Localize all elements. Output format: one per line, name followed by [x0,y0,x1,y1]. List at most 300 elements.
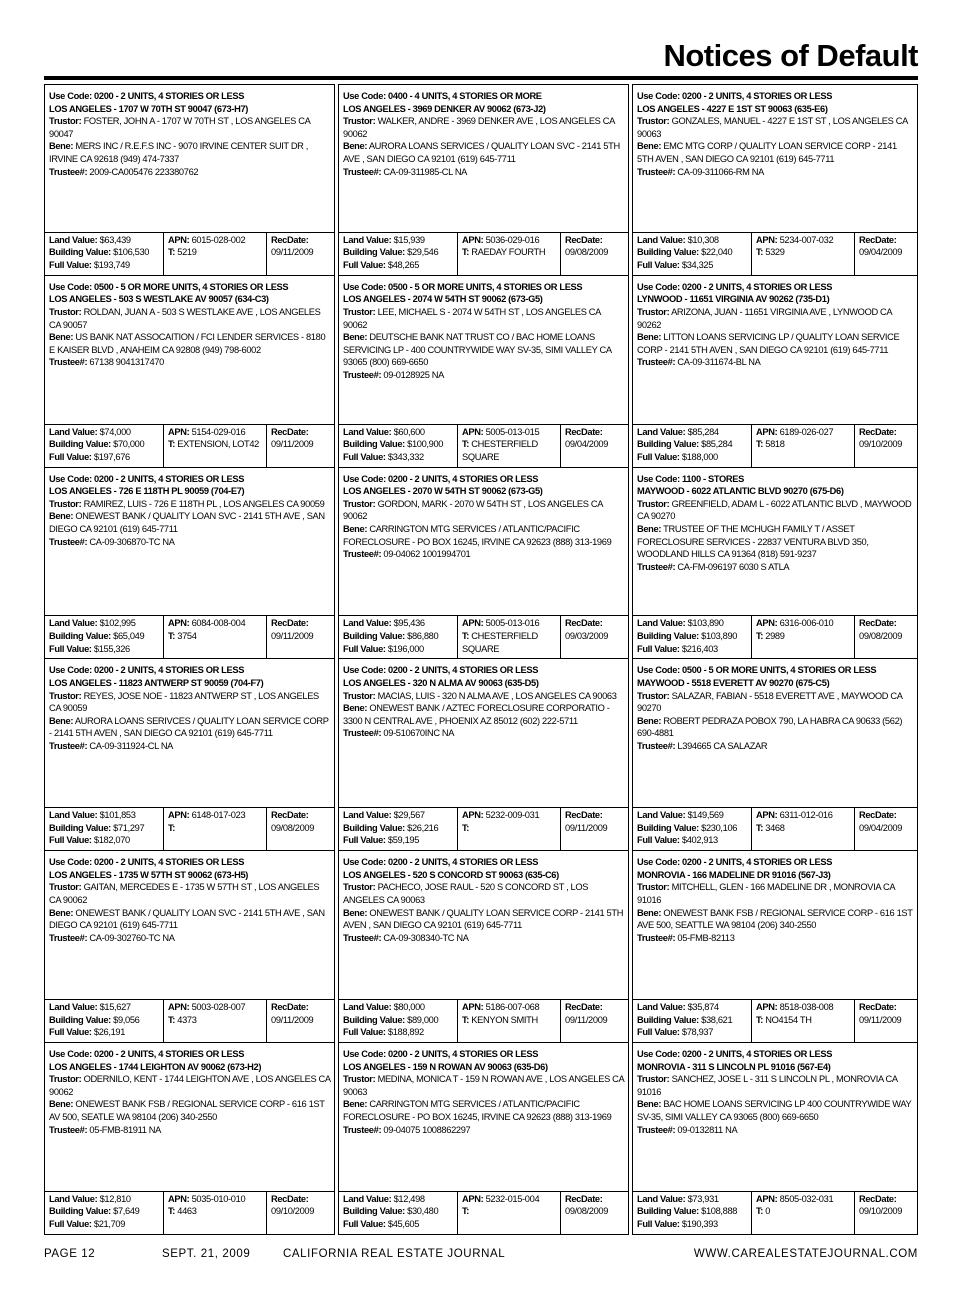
apn-label: APN: [168,426,190,437]
full-value-label: Full Value: [637,1218,680,1229]
full-value: $45,605 [387,1218,420,1229]
trustee-value: CA-09-311066-RM NA [677,166,764,177]
notice-values [45,232,334,275]
trustee-value: 09-510670INC NA [383,728,455,739]
apn-value: 5005-013-015 [485,426,540,437]
trustor-value: RAMIREZ, LUIS - 726 E 118TH PL , LOS ANGELES CA 90059 [83,498,325,509]
bene-label: Bene: [637,523,662,534]
use-code: Use Code: 0200 - 2 UNITS, 4 STORIES OR LESS [343,665,539,676]
bene-label: Bene: [343,332,368,343]
land-value: $80,000 [393,1001,425,1012]
bene-value: ONEWEST BANK FSB / REGIONAL SERVICE CORP - 616 1ST AV 500, SEATLE WA 98104 (206) 340-2550 [49,1099,325,1122]
trustor-value: SALAZAR, FABIAN - 5518 EVERETT AVE , MAYWOOD CA 90270 [637,690,903,714]
property-address: LOS ANGELES - 2074 W 54TH ST 90062 (673-G5) [343,294,543,305]
recdate-column [266,808,334,850]
notice-card [632,276,918,468]
apn-column [163,425,266,467]
recdate-value: 09/03/2009 [565,630,609,641]
land-value: $35,874 [687,1001,719,1012]
notice-card [44,276,335,468]
notice-values [633,1191,917,1234]
use-code: Use Code: 0500 - 5 OR MORE UNITS, 4 STORIES OR LESS [49,281,289,292]
full-value: $193,749 [93,259,130,270]
trustee-label: Trustee#: [637,561,676,572]
trustor-value: ROLDAN, JUAN A - 503 S WESTLAKE AVE , LOS ANGELES CA 90057 [49,306,321,330]
trustor-label: Trustor: [49,882,82,893]
apn-label: APN: [756,1193,778,1204]
recdate-label: RecDate: [859,426,897,437]
recdate-column [266,1192,334,1234]
recdate-value: 09/10/2009 [859,1206,903,1217]
tract-label: T: [756,247,764,258]
land-value: $101,853 [99,810,136,821]
use-code: Use Code: 0200 - 2 UNITS, 4 STORIES OR LESS [637,281,833,292]
tract-value: RAEDAY FOURTH [471,247,546,258]
apn-column [751,233,854,275]
apn-label: APN: [756,426,778,437]
notice-card [632,84,918,276]
recdate-label: RecDate: [565,1193,603,1204]
notice-values [45,1191,334,1234]
full-value-label: Full Value: [49,835,92,846]
trustor-label: Trustor: [343,116,376,127]
building-value: $71,297 [113,822,145,833]
notice-values [633,615,917,658]
recdate-column [560,1000,628,1042]
apn-label: APN: [462,234,484,245]
land-value-label: Land Value: [343,810,392,821]
notice-values [45,615,334,658]
apn-value: 5186-007-068 [485,1001,540,1012]
notice-card [632,851,918,1043]
apn-column [457,1000,560,1042]
use-code: Use Code: 0200 - 2 UNITS, 4 STORIES OR LESS [49,857,245,868]
trustor-label: Trustor: [637,116,670,127]
apn-column [163,233,266,275]
tract-label: T: [462,247,470,258]
recdate-value: 09/11/2009 [565,822,608,833]
full-value-label: Full Value: [49,451,92,462]
bene-label: Bene: [343,1099,368,1110]
bene-value: LITTON LOANS SERVICING LP / QUALITY LOAN SERVICE CORP - 2141 5TH AVEN , SAN DIEGO CA 92101 (619) 645-7711 [637,332,900,355]
notice-details [637,90,914,178]
apn-column [163,616,266,658]
recdate-column [560,616,628,658]
land-value-label: Land Value: [637,1001,686,1012]
full-value-label: Full Value: [637,451,680,462]
apn-label: APN: [462,618,484,629]
land-value: $15,939 [393,234,425,245]
notice-card [44,1043,335,1235]
full-value: $197,676 [93,451,130,462]
notice-details [49,664,331,752]
trustor-label: Trustor: [637,690,670,701]
bene-label: Bene: [343,141,368,152]
land-value-label: Land Value: [637,810,686,821]
notice-details [343,856,625,944]
full-value-label: Full Value: [343,1027,386,1038]
tract-value: 5219 [177,247,197,258]
recdate-label: RecDate: [859,810,897,821]
apn-label: APN: [168,1001,190,1012]
value-column [633,1192,751,1234]
property-address: LOS ANGELES - 1707 W 70TH ST 90047 (673-H7) [49,103,249,114]
full-value: $48,265 [387,259,420,270]
building-value: $26,216 [407,822,439,833]
recdate-label: RecDate: [565,234,603,245]
trustor-label: Trustor: [343,306,376,317]
recdate-value: 09/11/2009 [271,1014,314,1025]
recdate-label: RecDate: [565,810,603,821]
trustee-value: 09-04062 1001994701 [383,549,471,560]
bene-label: Bene: [637,715,662,726]
recdate-value: 09/08/2009 [271,822,315,833]
notice-details [343,281,625,382]
use-code: Use Code: 1100 - STORES [637,473,744,484]
apn-column [457,616,560,658]
building-value-label: Building Value: [637,439,699,450]
value-column [633,1000,751,1042]
apn-column [457,808,560,850]
notice-details [49,281,331,369]
property-address: MONROVIA - 311 S LINCOLN PL 91016 (567-E4) [637,1061,831,1072]
apn-column [457,233,560,275]
full-value-label: Full Value: [49,1218,92,1229]
building-value: $103,890 [701,630,738,641]
building-value-label: Building Value: [49,247,111,258]
trustee-value: CA-09-306870-TC NA [89,536,175,547]
recdate-column [560,233,628,275]
use-code: Use Code: 0200 - 2 UNITS, 4 STORIES OR LESS [637,91,833,101]
apn-value: 8518-038-008 [779,1001,834,1012]
tract-label: T: [462,630,470,641]
trustor-label: Trustor: [49,116,82,127]
recdate-label: RecDate: [565,1001,603,1012]
apn-value: 5234-007-032 [779,234,834,245]
full-value-label: Full Value: [49,643,92,654]
property-address: LOS ANGELES - 1744 LEIGHTON AV 90062 (673-H2) [49,1061,262,1072]
recdate-column [266,616,334,658]
apn-label: APN: [756,618,778,629]
bene-value: ONEWEST BANK / AZTEC FORECLOSURE CORPORATIO - 3300 N CENTRAL AVE , PHOENIX AZ 85012 (602) 222-5711 [343,703,610,726]
full-value-label: Full Value: [343,835,386,846]
value-column [633,808,751,850]
footer-date: SEPT. 21, 2009 [162,1248,251,1260]
building-value: $230,106 [701,822,738,833]
apn-value: 5154-029-016 [191,426,246,437]
building-value-label: Building Value: [343,439,405,450]
land-value-label: Land Value: [343,234,392,245]
trustor-value: GAITAN, MERCEDES E - 1735 W 57TH ST , LOS ANGELES CA 90062 [49,882,320,905]
bene-value: ROBERT PEDRAZA POBOX 790, LA HABRA CA 90633 (562) 690-4881 [637,715,903,739]
trustee-label: Trustee#: [49,536,88,547]
apn-value: 6015-028-002 [191,234,246,245]
trustor-label: Trustor: [343,498,376,509]
land-value-label: Land Value: [343,1001,392,1012]
trustee-value: CA-FM-096197 6030 S ATLA [677,561,790,572]
property-address: LOS ANGELES - 4227 E 1ST ST 90063 (635-E6) [637,103,828,114]
recdate-label: RecDate: [859,1193,897,1204]
bene-value: US BANK NAT ASSOCAITION / FCI LENDER SERVICES - 8180 E KAISER BLVD , ANAHEIM CA 92808 (949) 798-6002 [49,332,326,355]
recdate-value: 09/10/2009 [271,1206,315,1217]
full-value-label: Full Value: [49,259,92,270]
building-value: $106,530 [113,247,150,258]
apn-column [163,808,266,850]
trustee-label: Trustee#: [343,369,382,380]
apn-label: APN: [462,810,484,821]
notice-details [343,473,625,561]
trustor-label: Trustor: [49,1074,82,1085]
recdate-column [266,233,334,275]
property-address: MAYWOOD - 6022 ATLANTIC BLVD 90270 (675-D6) [637,486,844,497]
tract-label: T: [756,1206,764,1217]
notice-card [632,468,918,660]
recdate-value: 09/04/2009 [565,439,609,450]
bene-value: AURORA LOANS SERVICES / QUALITY LOAN SVC - 2141 5TH AVE , SAN DIEGO CA 92101 (619) 645-7711 [343,141,620,164]
trustor-value: ODERNILO, KENT - 1744 LEIGHTON AVE , LOS ANGELES CA 90062 [49,1074,331,1097]
land-value: $12,498 [393,1193,425,1204]
trustor-value: MACIAS, LUIS - 320 N ALMA AVE , LOS ANGELES CA 90063 [377,690,617,701]
land-value-label: Land Value: [343,426,392,437]
building-value: $7,649 [113,1206,140,1217]
bene-label: Bene: [637,332,662,343]
recdate-label: RecDate: [859,1001,897,1012]
land-value: $102,995 [99,618,136,629]
value-column [339,1000,457,1042]
notice-values [633,424,917,467]
land-value: $95,436 [393,618,425,629]
notice-card [632,1043,918,1235]
bene-label: Bene: [49,1099,74,1110]
full-value-label: Full Value: [637,259,680,270]
use-code: Use Code: 0400 - 4 UNITS, 4 STORIES OR MORE [343,91,542,101]
apn-column [751,1192,854,1234]
trustee-value: CA-09-311924-CL NA [89,740,174,751]
recdate-column [560,808,628,850]
recdate-column [854,233,917,275]
trustor-label: Trustor: [637,306,670,317]
building-value-label: Building Value: [343,1014,405,1025]
building-value-label: Building Value: [343,1206,405,1217]
notice-values [633,999,917,1042]
tract-label: T: [756,439,764,450]
full-value: $196,000 [387,643,424,654]
recdate-column [854,616,917,658]
trustee-value: CA-09-311985-CL NA [383,166,468,177]
property-address: LOS ANGELES - 1735 W 57TH ST 90062 (673-H5) [49,869,249,880]
value-column [339,616,457,658]
building-value: $100,900 [407,439,444,450]
building-value-label: Building Value: [637,1014,699,1025]
bene-value: TRUSTEE OF THE MCHUGH FAMILY T / ASSET FORECLOSURE SERVICES - 22837 VENTURA BLVD 350, WOODLAND HILLS CA 91364 (818) 591-9237 [637,523,869,560]
recdate-label: RecDate: [271,426,309,437]
bene-value: CARRINGTON MTG SERVICES / ATLANTIC/PACIFIC FORECLOSURE - PO BOX 16245, IRVINE CA 92623 (888) 313-1969 [343,523,612,547]
land-value: $73,931 [687,1193,719,1204]
bene-label: Bene: [637,1099,662,1110]
tract-value: 5329 [765,247,785,258]
value-column [45,1192,163,1234]
tract-value: 0 [765,1206,771,1217]
bene-value: BAC HOME LOANS SERVICING LP 400 COUNTRYWIDE WAY SV-35, SIMI VALLEY CA 93065 (800) 669-6650 [637,1099,912,1122]
use-code: Use Code: 0200 - 2 UNITS, 4 STORIES OR LESS [49,1048,245,1059]
bene-value: ONEWEST BANK / QUALITY LOAN SVC - 2141 5TH AVE , SAN DIEGO CA 92101 (619) 645-7711 [49,907,325,931]
apn-value: 8505-032-031 [779,1193,834,1204]
notice-values [339,1191,628,1234]
building-value: $108,888 [701,1206,738,1217]
value-column [339,808,457,850]
footer-website: WWW.CAREALESTATEJOURNAL.COM [693,1248,918,1260]
apn-value: 6311-012-016 [779,810,833,821]
tract-value: 5818 [765,439,785,450]
land-value-label: Land Value: [637,1193,686,1204]
bene-value: DEUTSCHE BANK NAT TRUST CO / BAC HOME LOANS SERVICING LP - 400 COUNTRYWIDE WAY SV-35, SIMI VALLEY CA 93065 (800) 669-6650 [343,332,612,368]
building-value-label: Building Value: [49,1014,111,1025]
apn-value: 6189-026-027 [779,426,834,437]
building-value: $89,000 [407,1014,439,1025]
notice-details [49,90,331,178]
tract-value: KENYON SMITH [471,1014,538,1025]
apn-value: 5232-015-004 [485,1193,540,1204]
apn-column [751,1000,854,1042]
notice-details [637,473,914,574]
notice-values [633,232,917,275]
trustee-label: Trustee#: [343,549,382,560]
tract-label: T: [168,247,176,258]
use-code: Use Code: 0500 - 5 OR MORE UNITS, 4 STORIES OR LESS [637,665,877,676]
land-value: $15,627 [99,1001,131,1012]
use-code: Use Code: 0200 - 2 UNITS, 4 STORIES OR LESS [343,1048,539,1059]
recdate-label: RecDate: [271,618,309,629]
trustee-label: Trustee#: [343,1124,382,1135]
land-value: $60,600 [393,426,425,437]
property-address: LYNWOOD - 11651 VIRGINIA AV 90262 (735-D1) [637,294,830,305]
land-value: $12,810 [99,1193,131,1204]
full-value: $188,000 [681,451,718,462]
building-value: $85,284 [701,439,733,450]
building-value: $38,621 [701,1014,733,1025]
use-code: Use Code: 0200 - 2 UNITS, 4 STORIES OR LESS [343,473,539,484]
notice-card [338,84,629,276]
trustee-label: Trustee#: [49,932,88,943]
recdate-value: 09/11/2009 [565,1014,608,1025]
footer-page-number: PAGE 12 [44,1248,96,1260]
apn-label: APN: [168,618,190,629]
trustee-label: Trustee#: [49,166,88,177]
trustor-label: Trustor: [343,882,376,893]
building-value-label: Building Value: [343,247,405,258]
trustee-value: 09-0128925 NA [383,369,445,380]
notice-values [339,615,628,658]
trustee-value: CA-09-308340-TC NA [383,932,469,943]
value-column [633,233,751,275]
notice-card [338,468,629,660]
apn-column [751,616,854,658]
tract-label: T: [168,439,176,450]
full-value: $190,393 [681,1218,718,1229]
trustor-value: SANCHEZ, JOSE L - 311 S LINCOLN PL , MONROVIA CA 91016 [637,1074,898,1097]
land-value: $85,284 [687,426,719,437]
building-value: $86,880 [407,630,439,641]
trustee-value: L394665 CA SALAZAR [677,740,768,751]
tract-value: 3468 [765,822,785,833]
page-footer [44,1248,918,1264]
notice-details [637,1048,914,1136]
tract-label: T: [462,439,470,450]
bene-label: Bene: [49,332,74,343]
building-value-label: Building Value: [49,630,111,641]
recdate-label: RecDate: [565,426,603,437]
trustor-value: WALKER, ANDRE - 3969 DENKER AVE , LOS ANGELES CA 90062 [343,116,615,139]
tract-value: EXTENSION, LOT42 [177,439,259,450]
notice-values [45,424,334,467]
notice-details [343,664,625,740]
recdate-value: 09/08/2009 [565,247,609,258]
building-value-label: Building Value: [637,1206,699,1217]
property-address: LOS ANGELES - 159 N ROWAN AV 90063 (635-D6) [343,1061,548,1072]
notice-card [338,276,629,468]
tract-label: T: [168,822,176,833]
recdate-value: 09/11/2009 [271,247,314,258]
recdate-value: 09/11/2009 [271,439,314,450]
recdate-column [266,1000,334,1042]
apn-value: 6084-008-004 [191,618,246,629]
full-value-label: Full Value: [343,259,386,270]
trustor-value: GREENFIELD, ADAM L - 6022 ATLANTIC BLVD , MAYWOOD CA 90270 [637,498,912,522]
notice-details [637,664,914,752]
apn-value: 5036-029-016 [485,234,540,245]
recdate-value: 09/11/2009 [271,630,314,641]
footer-publication: CALIFORNIA REAL ESTATE JOURNAL [283,1248,506,1260]
trustor-label: Trustor: [637,1074,670,1085]
tract-label: T: [462,1206,470,1217]
notice-card [338,1043,629,1235]
notice-card [44,84,335,276]
building-value: $22,040 [701,247,733,258]
value-column [633,616,751,658]
apn-value: 5035-010-010 [191,1193,246,1204]
property-address: LOS ANGELES - 11823 ANTWERP ST 90059 (704-F7) [49,677,264,688]
bene-value: EMC MTG CORP / QUALITY LOAN SERVICE CORP - 2141 5TH AVEN , SAN DIEGO CA 92101 (619) 645-7711 [637,141,897,164]
property-address: LOS ANGELES - 503 S WESTLAKE AV 90057 (634-C3) [49,294,269,305]
building-value: $29,546 [407,247,439,258]
bene-label: Bene: [637,907,662,918]
recdate-label: RecDate: [271,234,309,245]
trustee-label: Trustee#: [637,932,676,943]
land-value-label: Land Value: [49,1193,98,1204]
land-value-label: Land Value: [343,1193,392,1204]
recdate-label: RecDate: [565,618,603,629]
notice-card [44,468,335,660]
building-value: $70,000 [113,439,145,450]
building-value-label: Building Value: [49,1206,111,1217]
full-value: $188,892 [387,1027,424,1038]
land-value-label: Land Value: [49,1001,98,1012]
recdate-column [560,425,628,467]
bene-value: ONEWEST BANK / QUALITY LOAN SVC - 2141 5TH AVE , SAN DIEGO CA 92101 (619) 645-7711 [49,511,325,534]
property-address: LOS ANGELES - 3969 DENKER AV 90062 (673-J2) [343,103,546,114]
recdate-label: RecDate: [271,810,309,821]
notice-card [44,659,335,851]
recdate-column [854,1192,917,1234]
full-value-label: Full Value: [343,643,386,654]
tract-label: T: [168,1206,176,1217]
apn-column [751,808,854,850]
apn-column [163,1192,266,1234]
trustor-value: GORDON, MARK - 2070 W 54TH ST , LOS ANGELES CA 90062 [343,498,603,522]
trustor-label: Trustor: [637,882,670,893]
apn-label: APN: [168,810,190,821]
trustee-label: Trustee#: [343,166,382,177]
